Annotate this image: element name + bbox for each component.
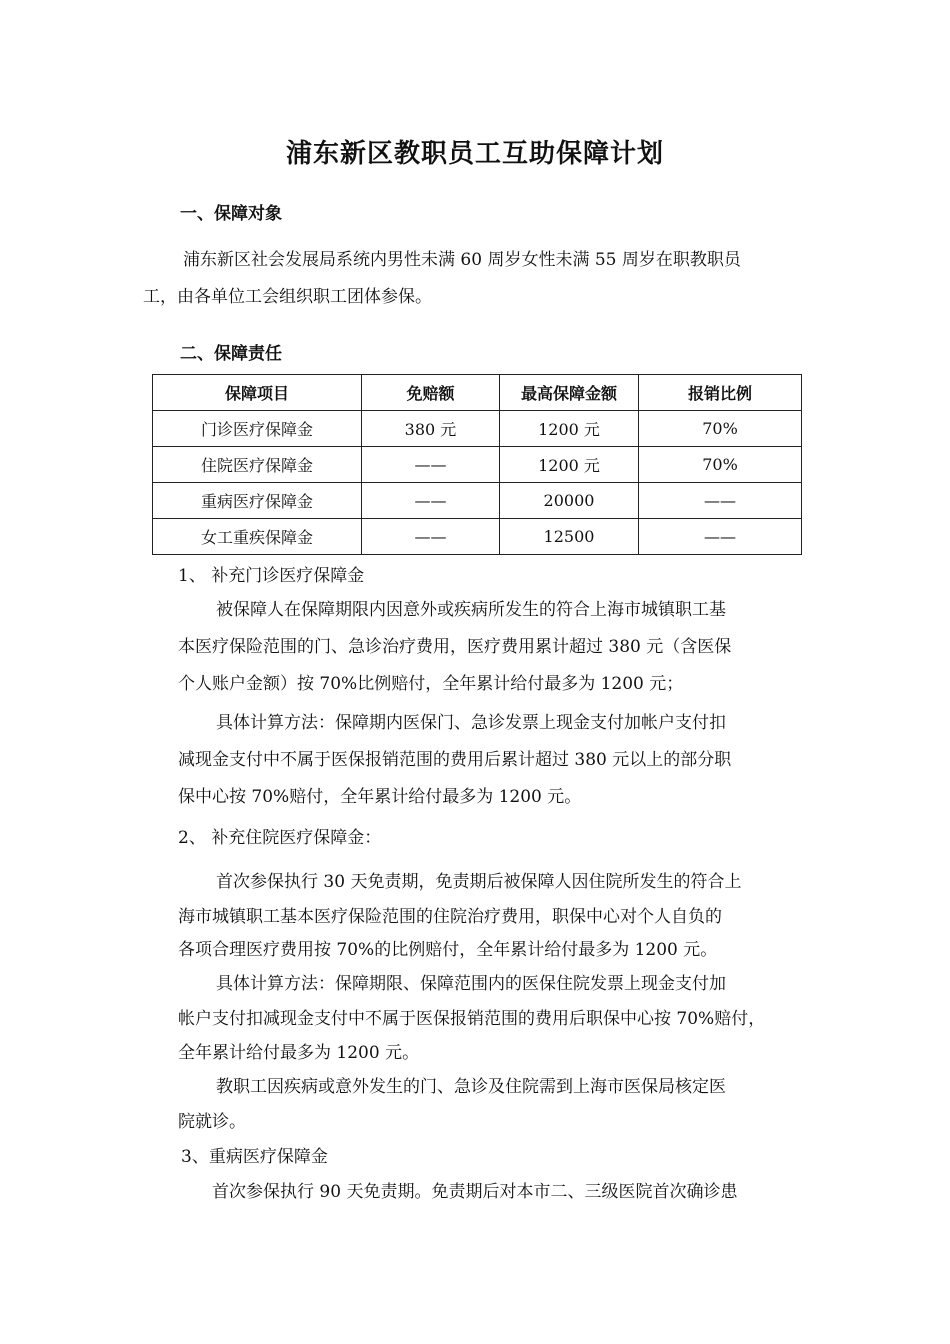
- table-header-row: [153, 375, 802, 411]
- header-max-amount: 最高保障金额: [500, 375, 639, 411]
- table-cell: 住院医疗保障金: [153, 447, 362, 483]
- page-title: 浦东新区教职员工互助保障计划: [285, 139, 664, 169]
- table-cell: ——: [639, 483, 802, 519]
- table-row: [153, 519, 802, 555]
- item2-p2-line-2: 帐户支付扣减现金支付中不属于医保报销范围的费用后职保中心按 70%赔付，: [178, 1009, 766, 1029]
- section1-line-1: 浦东新区社会发展局系统内男性未满 60 周岁女性未满 55 周岁在职教职员: [183, 250, 741, 270]
- table-cell: 1200 元: [500, 447, 639, 483]
- table-cell: 70%: [639, 411, 802, 447]
- item1-p2-line-3: 保中心按 70%赔付，全年累计给付最多为 1200 元。: [178, 787, 582, 807]
- item2-heading: 2、 补充住院医疗保障金：: [178, 828, 382, 848]
- item1-p1-line-1: 被保障人在保障期限内因意外或疾病所发生的符合上海市城镇职工基: [216, 600, 726, 620]
- table-cell: ——: [639, 519, 802, 555]
- section2-heading: 二、保障责任: [180, 344, 282, 364]
- table-cell: 女工重疾保障金: [153, 519, 362, 555]
- item2-p1-line-3: 各项合理医疗费用按 70%的比例赔付，全年累计给付最多为 1200 元。: [178, 940, 718, 960]
- item2-p2-line-1: 具体计算方法：保障期限、保障范围内的医保住院发票上现金支付加: [216, 974, 726, 994]
- table-cell: ——: [362, 447, 500, 483]
- item1-p2-line-2: 减现金支付中不属于医保报销范围的费用后累计超过 380 元以上的部分职: [178, 750, 732, 770]
- table-cell: ——: [362, 519, 500, 555]
- item3-p1-line-1: 首次参保执行 90 天免责期。免责期后对本市二、三级医院首次确诊患: [212, 1182, 738, 1202]
- table-cell: 1200 元: [500, 411, 639, 447]
- table-cell: 重病医疗保障金: [153, 483, 362, 519]
- table-cell: 70%: [639, 447, 802, 483]
- table-row: [153, 447, 802, 483]
- item2-p1-line-1: 首次参保执行 30 天免责期，免责期后被保障人因住院所发生的符合上: [216, 872, 742, 892]
- table-cell: ——: [362, 483, 500, 519]
- table-row: [153, 483, 802, 519]
- item1-p2-line-1: 具体计算方法：保障期内医保门、急诊发票上现金支付加帐户支付扣: [216, 713, 726, 733]
- header-ratio: 报销比例: [639, 375, 802, 411]
- table-cell: 门诊医疗保障金: [153, 411, 362, 447]
- item1-p1-line-2: 本医疗保险范围的门、急诊治疗费用，医疗费用累计超过 380 元（含医保: [178, 637, 732, 657]
- item1-p1-line-3: 个人账户金额）按 70%比例赔付，全年累计给付最多为 1200 元；: [178, 674, 684, 694]
- header-item: 保障项目: [153, 375, 362, 411]
- section1-line-2: 工，由各单位工会组织职工团体参保。: [143, 287, 432, 307]
- item1-heading: 1、 补充门诊医疗保障金: [178, 566, 365, 586]
- header-deductible: 免赔额: [362, 375, 500, 411]
- table-cell: 380 元: [362, 411, 500, 447]
- table-cell: 12500: [500, 519, 639, 555]
- item2-p3-line-2: 院就诊。: [178, 1112, 246, 1132]
- item2-p2-line-3: 全年累计给付最多为 1200 元。: [178, 1043, 420, 1063]
- section1-heading: 一、保障对象: [180, 204, 282, 224]
- item2-p3-line-1: 教职工因疾病或意外发生的门、急诊及住院需到上海市医保局核定医: [216, 1077, 726, 1097]
- guarantee-table: [152, 374, 802, 555]
- table-row: [153, 411, 802, 447]
- item3-heading: 3、重病医疗保障金: [181, 1147, 328, 1167]
- item2-p1-line-2: 海市城镇职工基本医疗保险范围的住院治疗费用，职保中心对个人自负的: [178, 907, 722, 927]
- table-cell: 20000: [500, 483, 639, 519]
